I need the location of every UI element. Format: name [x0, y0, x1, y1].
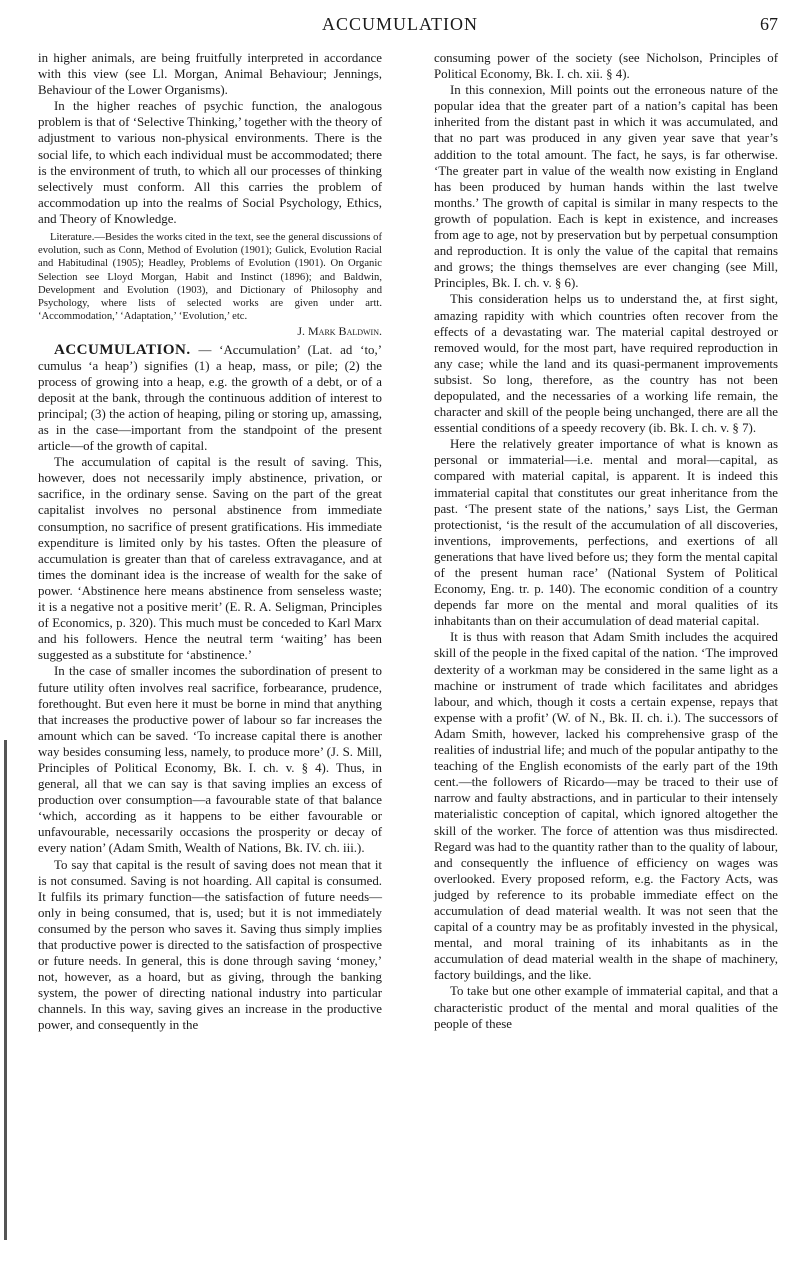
entry-text: — ‘Accumulation’ (Lat. ad ‘to,’ cumulus ‘a heap’) signifies (1) a heap, mass, or pile; (2) the process of growing into a heap, e.g. the growth of a debt, or of a deposit at the bank, through the continuous addition of interest to principal; (3) the action of heaping, piling or storing up, amassing, as in the case—important from the standpoint of the present article—of the growth of capital. [38, 342, 382, 454]
left-column [38, 50, 382, 1034]
paragraph: To take but one other example of immaterial capital, and that a characteristic product of the mental and moral qualities of the people of these [434, 984, 778, 1031]
entry-headword: ACCUMULATION. [54, 341, 191, 358]
paragraph: In this connexion, Mill points out the erroneous nature of the popular idea that the greater part of a nation’s capital has been inherited from the distant past in which it was accumulated, and that no part was produced in any given year save that year’s addition to the total amount. The fact, he says, is far otherwise. ‘The greater part in value of the wealth now existing in England has been produced by human hands within the last twelve months.’ The growth of capital is similar in many respects to the growth of population. Each is kept in existence, and increases from age to age, not by preservation but by perpetual consumption and reproduction. It is only the value of the capital that remains and grows; the things themselves are ever changing (see Mill, Principles, Bk. I. ch. v. § 6). [434, 83, 778, 291]
paragraph: Here the relatively greater importance of what is known as personal or immaterial—i.e. mental and moral—capital, as compared with material capital, is apparent. It is indeed this immaterial capital that constitutes our great inheritance from the past. ‘The present state of the nations,’ says List, the German protectionist, ‘is the result of the accumulation of all discoveries, inventions, improvements, perfections, and exertions of all generations that have lived before us; they form the mental capital of the present human race’ (National System of Political Economy, Eng. tr. p. 140). The economic condition of a country depends far more on the mental and moral qualities of its inhabitants than on their accumulation of dead material capital. [434, 437, 778, 629]
paragraph: In the case of smaller incomes the subordination of present to future utility often involves real sacrifice, forbearance, prudence, forethought. But even here it must be borne in mind that anything that increases the productive power of labour so far increases the amount which can be saved. ‘To increase capital there is another way besides consuming less, namely, to produce more’ (J. S. Mill, Principles of Political Economy, Bk. I. ch. v. § 4). Thus, in general, all that we can say is that saving implies an excess of production over consumption—a favourable state of that balance ‘which, according as it happens to be either favourable or unfavourable, necessarily occasions the prosperity or decay of every nation’ (Adam Smith, Wealth of Nations, Bk. IV. ch. iii.). [38, 664, 382, 856]
page-binding-edge [4, 740, 7, 1240]
running-head: ACCUMULATION [322, 14, 478, 34]
paragraph: In the higher reaches of psychic function, the analogous problem is that of ‘Selective Thinking,’ together with the theory of adjustment to various non-physical environments. There is the social life, to which each individual must be accommodated; there is the environment of truth, to which all our processes of thinking selectively must conform. All this carries the problem of accommodation up into the realms of Social Psychology, Ethics, and Theory of Knowledge. [38, 99, 382, 226]
paragraph: in higher animals, are being fruitfully interpreted in accordance with this view (see Ll. Morgan, Animal Behaviour; Jennings, Behaviour of the Lower Organisms). [38, 51, 382, 98]
literature-note: Literature.—Besides the works cited in the text, see the general discussions of evolution, such as Conn, Method of Evolution (1901); Gulick, Evolution Racial and Habitudinal (1905); Headley, Problems of Evolution (1901). On Organic Selection see Lloyd Morgan, Habit and Instinct (1896); and Baldwin, Development and Evolution (1903), and Dictionary of Philosophy and Psychology, where lists of selected works are given under artt. ‘Accommodation,’ ‘Adaptation,’ ‘Evolution,’ etc. [38, 232, 382, 323]
entry-start [38, 342, 382, 455]
paragraph: This consideration helps us to understand the, at first sight, amazing rapidity with which countries often recover from the effects of a devastating war. The material capital destroyed or removed would, for the most part, have required reproduction in any case; while the land and its quasi-permanent improvements subsist. So long, therefore, as the country has not been depopulated, and the necessaries of a working life remain, the character and skill of the people being unchanged, there are all the essential conditions of a speedy recovery (ib. Bk. I. ch. v. § 7). [434, 292, 778, 436]
paragraph: The accumulation of capital is the result of saving. This, however, does not necessarily imply abstinence, privation, or sacrifice, in the ordinary sense. Saving on the part of the great capitalist involves no personal abstinence from immediate consumption, no sacrifice of present gratifications. His immediate expenditure is limited only by his tastes. Often the pleasure of accumulation is greater than that of careless extravagance, and at times the dominant idea is the increase of wealth for the sake of power. ‘Abstinence here means abstinence from senseless waste; it is a negative not a positive merit’ (E. R. A. Seligman, Principles of Economics, p. 320). This much must be conceded to Karl Marx and his followers. Hence the neutral term ‘waiting’ has been suggested as a substitute for ‘abstinence.’ [38, 455, 382, 663]
paragraph: It is thus with reason that Adam Smith includes the acquired skill of the people in the fixed capital of the nation. ‘The improved dexterity of a workman may be considered in the same light as a machine or instrument of trade which facilitates and abridges labour, and which, though it costs a certain expense, repays that expense with a profit’ (W. of N., Bk. II. ch. i.). The successors of Adam Smith, however, lacked his comprehensive grasp of the realities of industrial life; and much of the popular antipathy to the teaching of the English economists of the early part of the 19th cent.—the followers of Ricardo—may be traced to their use of narrow and faulty abstractions, and in particular to their intensely materialistic conception of capital, which ignored altogether the skill of the worker. The force of attention was thus misdirected. Regard was had to the quantity rather than to the quality of labour, and consequently the influence of efficiency on wages was overlooked. Every proposed reform, e.g. the Factory Acts, was judged by reference to its probable immediate effect on the accumulation of dead material wealth. It was not seen that the capital of a country may be as profitably invested in the physical, mental, and moral training of its inhabitants as in the accumulation of dead material wealth in the shape of machinery, factory buildings, and the like. [434, 630, 779, 983]
author-signature: J. Mark Baldwin. [297, 324, 382, 339]
paragraph: consuming power of the society (see Nicholson, Principles of Political Economy, Bk. I. ch. xii. § 4). [434, 51, 778, 82]
right-column [434, 50, 778, 1032]
page-number: 67 [760, 14, 778, 34]
paragraph: To say that capital is the result of saving does not mean that it is not consumed. Saving is not hoarding. All capital is consumed. It fulfils its primary function—the satisfaction of future needs—only in being consumed, that is, used; but it is not immediately consumed by the person who saves it. Saving thus simply implies that productive power is directed to the satisfaction of prospective or future needs. In general, this is done through saving ‘money,’ not, however, as a hoard, but as giving, through the banking system, the power of directing national industry into particular channels. In this way, saving gives an increase in the productive power, and consequently in the [38, 857, 382, 1033]
